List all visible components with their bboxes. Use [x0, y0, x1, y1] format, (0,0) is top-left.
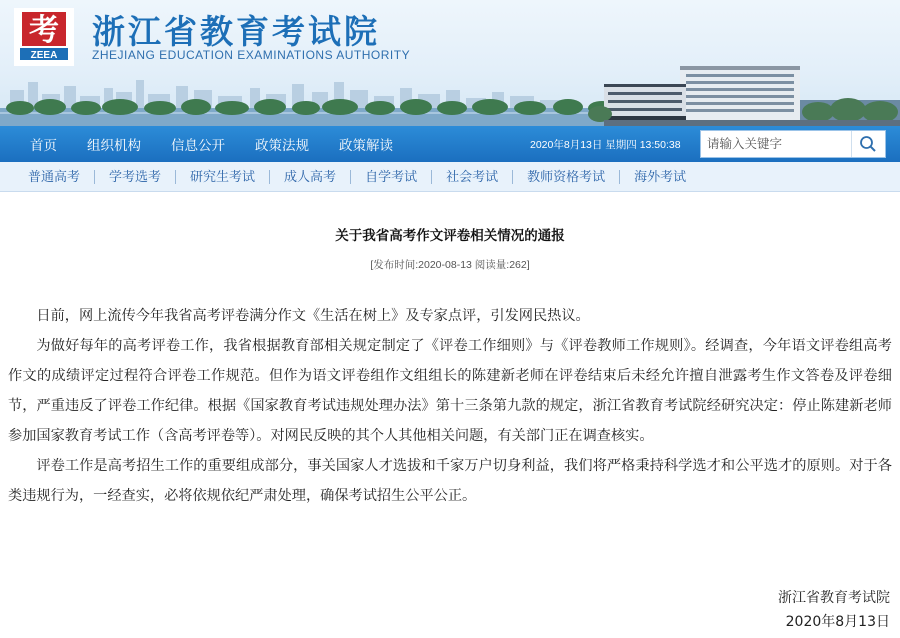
- nav-info-disclosure[interactable]: 信息公开: [171, 138, 225, 153]
- site-banner: [0, 0, 900, 126]
- zeea-logo[interactable]: [14, 8, 74, 66]
- article-meta: [发布时间:2020-08-13 阅读量:262]: [370, 259, 530, 271]
- nav-home[interactable]: 首页: [30, 138, 57, 153]
- search-icon: [859, 135, 877, 153]
- nav-policy-interpretation[interactable]: 政策解读: [339, 138, 393, 153]
- article-paragraph: 为做好每年的高考评卷工作，我省根据教育部相关规定制定了《评卷工作细则》与《评卷教师工作规则》。经调查，今年语文评卷组高考作文的成绩评定过程符合评卷工作规范。但作为语文评卷组作文组组长的陈建新老师在评卷结束后未经允许擅自泄露考生作文答卷及评卷细节，严重违反了评卷工作纪律。根据《国家教育考试违规处理办法》第十三条第九款的规定，浙江省教育考试院经研究决定：停止陈建新老师参加国家教育考试工作（含高考评卷等）。对网民反映的其个人其他相关问题，有关部门正在调查核实。: [8, 338, 892, 444]
- article-title: 关于我省高考作文评卷相关情况的通报: [335, 228, 565, 244]
- search-input[interactable]: [701, 132, 851, 156]
- signature-org: 浙江省教育考试院: [778, 590, 890, 606]
- subnav-gaokao[interactable]: 普通高考: [28, 168, 81, 184]
- site-title: 浙江省教育考试院: [92, 12, 380, 51]
- signature-date: 2020年8月13日: [785, 614, 890, 630]
- nav-organization[interactable]: 组织机构: [87, 138, 141, 153]
- article-paragraph: 评卷工作是高考招生工作的重要组成部分，事关国家人才选拔和千家万户切身利益，我们将严格秉持科学选才和公平选才的原则。对于各类违规行为，一经查实，必将依规依纪严肃处理，确保考试招生公平公正。: [8, 458, 892, 504]
- subnav-teacher-qualification[interactable]: 教师资格考试: [527, 168, 606, 184]
- svg-text:考: 考: [29, 13, 59, 48]
- subnav-overseas-exam[interactable]: 海外考试: [634, 168, 687, 184]
- logo-text: ZEEA: [30, 50, 58, 61]
- search-box: [700, 130, 886, 158]
- subnav-adult-exam[interactable]: 成人高考: [284, 168, 337, 184]
- subnav-graduate-exam[interactable]: 研究生考试: [190, 168, 256, 184]
- site-subtitle: ZHEJIANG EDUCATION EXAMINATIONS AUTHORITY: [92, 48, 411, 62]
- article-signature: [778, 586, 890, 634]
- subnav-social-exam[interactable]: 社会考试: [446, 168, 499, 184]
- article-body: [8, 301, 892, 511]
- campus-skyline-image: [0, 60, 900, 126]
- sub-nav: [0, 162, 900, 192]
- nav-policies[interactable]: 政策法规: [255, 138, 309, 153]
- subnav-xuekao-xuankao[interactable]: 学考选考: [109, 168, 162, 184]
- search-button[interactable]: [851, 131, 883, 157]
- main-nav: [0, 126, 900, 162]
- current-datetime: 2020年8月13日 星期四 13:50:38: [530, 139, 681, 151]
- article-paragraph: 日前，网上流传今年我省高考评卷满分作文《生活在树上》及专家点评，引发网民热议。: [36, 308, 590, 324]
- subnav-self-study-exam[interactable]: 自学考试: [365, 168, 418, 184]
